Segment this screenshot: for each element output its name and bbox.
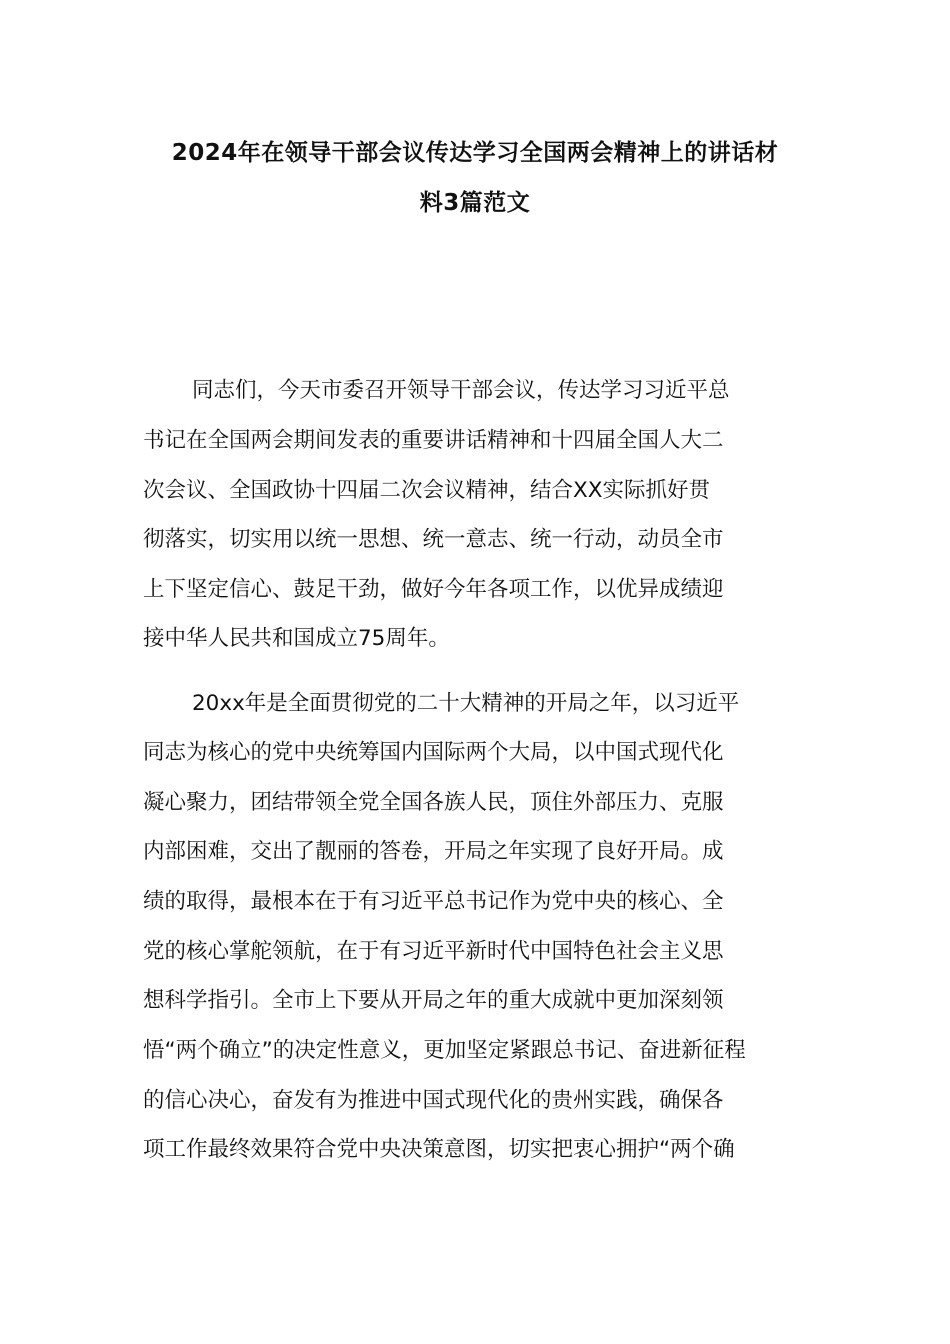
paragraph-2-line: 党的核心掌舵领航，在于有习近平新时代中国特色社会主义思 (143, 939, 724, 964)
paragraph-2-line: 的信心决心，奋发有为推进中国式现代化的贵州实践，确保各 (143, 1088, 724, 1113)
paragraph-2-line: 同志为核心的党中央统筹国内国际两个大局，以中国式现代化 (143, 740, 724, 765)
paragraph-2-line: 想科学指引。全市上下要从开局之年的重大成就中更加深刻领 (143, 988, 724, 1013)
paragraph-1-line: 彻落实，切实用以统一思想、统一意志、统一行动，动员全市 (143, 527, 724, 552)
paragraph-1-line: 接中华人民共和国成立75周年。 (143, 626, 450, 651)
paragraph-1-line: 上下坚定信心、鼓足干劲，做好今年各项工作，以优异成绩迎 (143, 577, 724, 602)
document-title-line-1: 2024年在领导干部会议传达学习全国两会精神上的讲话材 (171, 140, 779, 166)
paragraph-2-line: 悟“两个确立”的决定性意义，更加坚定紧跟总书记、奋进新征程 (143, 1038, 746, 1063)
paragraph-1-line: 同志们，今天市委召开领导干部会议，传达学习习近平总 (192, 378, 730, 403)
paragraph-2-line: 绩的取得，最根本在于有习近平总书记作为党中央的核心、全 (143, 889, 724, 914)
paragraph-2-line: 20xx年是全面贯彻党的二十大精神的开局之年，以习近平 (192, 691, 740, 716)
paragraph-2-line: 项工作最终效果符合党中央决策意图，切实把衷心拥护“两个确 (143, 1137, 735, 1162)
paragraph-2-line: 内部困难，交出了靓丽的答卷，开局之年实现了良好开局。成 (143, 839, 724, 864)
document-title-line-2: 料3篇范文 (419, 190, 531, 216)
paragraph-1-line: 书记在全国两会期间发表的重要讲话精神和十四届全国人大二 (143, 428, 724, 453)
paragraph-2-line: 凝心聚力，团结带领全党全国各族人民，顶住外部压力、克服 (143, 790, 724, 815)
paragraph-1-line: 次会议、全国政协十四届二次会议精神，结合XX实际抓好贯 (143, 478, 710, 503)
